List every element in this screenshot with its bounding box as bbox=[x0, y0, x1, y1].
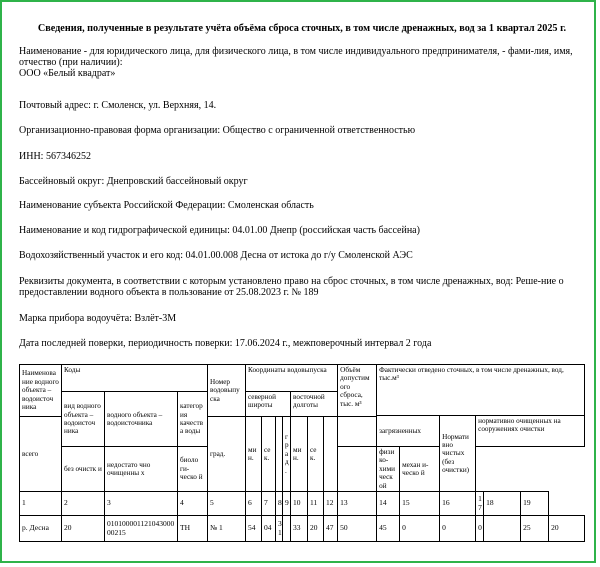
cell-no-treatment: 45 bbox=[377, 516, 400, 542]
header-total-column bbox=[324, 417, 338, 492]
column-number: 19 bbox=[521, 492, 549, 516]
cell-lon-deg: 33 bbox=[291, 516, 308, 542]
header-no-treatment: без очистк и bbox=[62, 447, 105, 492]
column-number: 9 bbox=[283, 492, 291, 516]
header-north-latitude: северной широты bbox=[246, 392, 291, 417]
column-number: 6 bbox=[246, 492, 262, 516]
header-insufficient: недостато чно очищенны х bbox=[105, 447, 178, 492]
permit-details: Реквизиты документа, в соответствии с которым установлено право на сброс сточных, в том числе дренажных, вод: Реше-ние о предоставлении водного объекта в пользование от 25.08.2023 г. № 189 bbox=[19, 276, 564, 298]
federal-subject: Наименование субъекта Российской Федерации: Смоленская область bbox=[19, 200, 314, 211]
organization-name: ООО «Белый квадрат» bbox=[19, 68, 116, 79]
cell-category: ТН bbox=[178, 516, 208, 542]
column-number: 5 bbox=[208, 492, 246, 516]
water-management-section: Водохозяйственный участок и его код: 04.01.00.008 Десна от истока до г/у Смоленской АЭС bbox=[19, 250, 413, 261]
document-title: Сведения, полученные в результате учёта объёма сброса сточных, в том числе дренажных, вод за 1 квартал 2025 г. bbox=[37, 23, 567, 34]
inn: ИНН: 567346252 bbox=[19, 151, 91, 162]
header-coordinates: Координаты водовыпуска bbox=[246, 365, 338, 392]
header-normative-clean: Нормати вно чистых (без очистки) bbox=[440, 416, 476, 492]
column-number: 3 bbox=[105, 492, 178, 516]
header-normative-treated: нормативно очищенных на сооружениях очистки bbox=[476, 416, 585, 447]
cell-lat-blank bbox=[283, 516, 291, 542]
cell-insufficient: 0 bbox=[400, 516, 440, 542]
cell-lat-min: 04 bbox=[262, 516, 276, 542]
column-number: 7 bbox=[262, 492, 276, 516]
column-number: 11 bbox=[308, 492, 324, 516]
cell-lon-sec: 47 bbox=[324, 516, 338, 542]
column-number: 2 bbox=[62, 492, 105, 516]
cell-lon-min: 20 bbox=[308, 516, 324, 542]
cell-type-code: 20 bbox=[62, 516, 105, 542]
cell-outlet: № 1 bbox=[208, 516, 246, 542]
header-code-type: вид водного объекта – водоисточ ника bbox=[62, 392, 105, 447]
column-number: 8 bbox=[276, 492, 283, 516]
discharge-table bbox=[19, 364, 585, 542]
column-number: 10 bbox=[291, 492, 308, 516]
column-number: 15 bbox=[400, 492, 440, 516]
header-allowed-volume: Объём допустим ого сброса, тыс. м³ bbox=[338, 365, 377, 417]
header-lat-deg: град. bbox=[208, 417, 246, 492]
header-water-body-name: Наименова ние водного объекта – водоисточ ника bbox=[20, 365, 62, 417]
column-number: 17 bbox=[476, 492, 484, 516]
column-number: 14 bbox=[377, 492, 400, 516]
header-codes: Коды bbox=[62, 365, 208, 392]
header-code-water-body: водного объекта – водоисточника bbox=[105, 392, 178, 447]
cell-normative-clean: 0 bbox=[440, 516, 476, 542]
postal-address: Почтовый адрес: г. Смоленск, ул. Верхняя, 14. bbox=[19, 100, 217, 111]
cell-physchem: 25 bbox=[521, 516, 549, 542]
header-lon-min: ми н. bbox=[291, 417, 308, 492]
header-bio: биоло ги-ческо й bbox=[178, 447, 208, 492]
legal-form: Организационно-правовая форма организации: Общество с ограниченной ответственностью bbox=[19, 125, 416, 136]
cell-bio: 0 bbox=[476, 516, 484, 542]
cell-mech: 20 bbox=[549, 516, 585, 542]
meter-brand: Марка прибора водоучёта: Взлёт-3М bbox=[19, 313, 177, 324]
cell-water-body: р. Десна bbox=[20, 516, 62, 542]
header-lon-deg: гра д. bbox=[283, 417, 291, 492]
hydrographic-unit: Наименование и код гидрографической единицы: 04.01.00 Днепр (российская часть бассейна) bbox=[19, 225, 420, 236]
cell-water-body-code: 01010000112104300000215 bbox=[105, 516, 178, 542]
verification-info: Дата последней поверки, периодичность поверки: 17.06.2024 г., межповерочный интервал 2 года bbox=[19, 338, 432, 349]
header-blank-17 bbox=[338, 447, 377, 492]
header-east-longitude: восточной долготы bbox=[291, 392, 338, 417]
column-number: 16 bbox=[440, 492, 476, 516]
column-number: 13 bbox=[338, 492, 377, 516]
header-total: всего bbox=[20, 417, 62, 492]
column-number: 1 bbox=[20, 492, 62, 516]
cell-lat-sec: 31 bbox=[276, 516, 283, 542]
column-number: 18 bbox=[484, 492, 521, 516]
column-number: 4 bbox=[178, 492, 208, 516]
header-polluted: загрязненных bbox=[377, 416, 440, 447]
column-number: 12 bbox=[324, 492, 338, 516]
header-lon-sec: се к. bbox=[308, 417, 324, 492]
cell-allowed: 50 bbox=[338, 516, 377, 542]
cell-blank-17 bbox=[484, 516, 521, 542]
header-physchem: физико-химическ ой bbox=[377, 447, 400, 492]
basin-district: Бассейновый округ: Днепровский бассейновый округ bbox=[19, 176, 248, 187]
cell-lat-deg: 54 bbox=[246, 516, 262, 542]
header-lat-blank bbox=[276, 417, 283, 492]
header-mech: механ и-ческо й bbox=[400, 447, 440, 492]
header-actual-discharge: Фактически отведено сточных, в том числе дренажных, вод, тыс.м³ bbox=[377, 365, 585, 416]
header-lat-sec: се к. bbox=[262, 417, 276, 492]
name-label: Наименование - для юридического лица, для физического лица, в том числе индивидуального предпринимателя, - фами-лия, имя, отчество (при наличии): bbox=[19, 46, 573, 68]
header-quality-category: категор ия качеств а воды bbox=[178, 392, 208, 447]
header-outlet-number: Номер водовыпу ска bbox=[208, 365, 246, 417]
header-lat-min: ми н. bbox=[246, 417, 262, 492]
